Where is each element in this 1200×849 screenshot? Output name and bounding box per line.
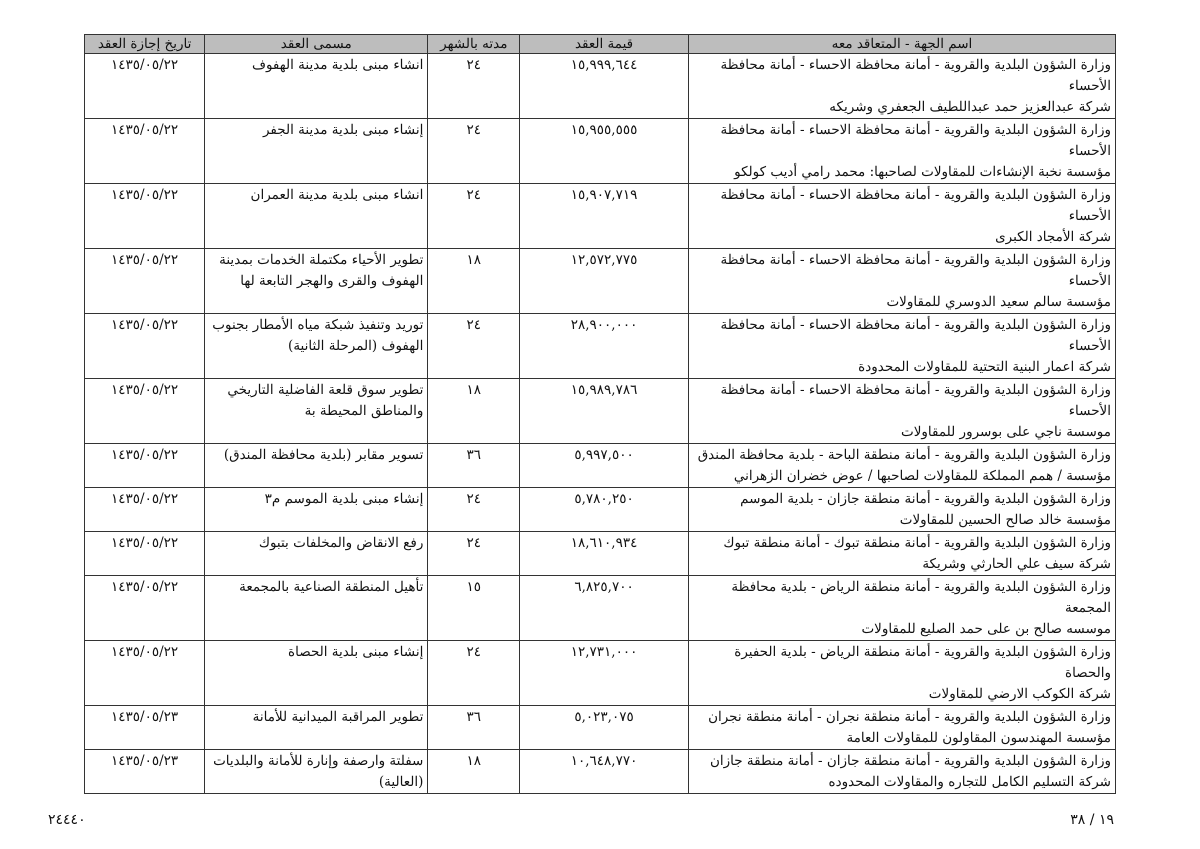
contract-duration: ٣٦ bbox=[428, 706, 520, 750]
contractor-name: مؤسسة المهندسون المقاولون للمقاولات العامة bbox=[846, 730, 1111, 746]
contract-duration: ٢٤ bbox=[428, 54, 520, 119]
contractor-name: شركة التسليم الكامل للتجاره والمقاولات المحدوده bbox=[828, 774, 1111, 790]
table-row bbox=[85, 184, 1116, 249]
contract-name: إنشاء مبنى بلدية الموسم م٣ bbox=[205, 488, 428, 532]
header-contract-name: مسمى العقد bbox=[205, 35, 428, 54]
contract-name: سفلتة وارصفة وإنارة للأمانة والبلديات (العالية) bbox=[205, 750, 428, 794]
contract-value: ١٥,٩٥٥,٥٥٥ bbox=[520, 119, 689, 184]
table-row bbox=[85, 444, 1116, 488]
approval-date: ١٤٣٥/٠٥/٢٢ bbox=[85, 532, 205, 576]
contract-value: ١٢,٥٧٢,٧٧٥ bbox=[520, 249, 689, 314]
contract-duration: ١٨ bbox=[428, 249, 520, 314]
contract-duration: ٢٤ bbox=[428, 184, 520, 249]
approval-date: ١٤٣٥/٠٥/٢٢ bbox=[85, 444, 205, 488]
approval-date: ١٤٣٥/٠٥/٢٢ bbox=[85, 314, 205, 379]
party-name: وزارة الشؤون البلدية والقروية - أمانة منطقة تبوك - أمانة منطقة تبوك bbox=[723, 535, 1111, 551]
party-name: وزارة الشؤون البلدية والقروية - أمانة محافظة الاحساء - أمانة محافظة الأحساء bbox=[720, 57, 1111, 94]
contract-value: ٦,٨٢٥,٧٠٠ bbox=[520, 576, 689, 641]
contractor-name: موسسه صالح بن على حمد الصليع للمقاولات bbox=[861, 621, 1111, 637]
table-row bbox=[85, 641, 1116, 706]
contract-name: رفع الانقاض والمخلفات بتبوك bbox=[205, 532, 428, 576]
approval-date: ١٤٣٥/٠٥/٢٢ bbox=[85, 488, 205, 532]
party-cell bbox=[688, 379, 1115, 444]
approval-date: ١٤٣٥/٠٥/٢٢ bbox=[85, 54, 205, 119]
table-row bbox=[85, 249, 1116, 314]
party-cell bbox=[688, 750, 1115, 794]
contract-name: تطوير سوق قلعة الفاضلية التاريخي والمناطق المحيطة بة bbox=[205, 379, 428, 444]
table-row bbox=[85, 119, 1116, 184]
contract-name: تأهيل المنطقة الصناعية بالمجمعة bbox=[205, 576, 428, 641]
contract-value: ١٠,٦٤٨,٧٧٠ bbox=[520, 750, 689, 794]
party-cell bbox=[688, 444, 1115, 488]
table-row bbox=[85, 706, 1116, 750]
party-name: وزارة الشؤون البلدية والقروية - أمانة محافظة الاحساء - أمانة محافظة الأحساء bbox=[720, 187, 1111, 224]
approval-date: ١٤٣٥/٠٥/٢٣ bbox=[85, 750, 205, 794]
party-name: وزارة الشؤون البلدية والقروية - أمانة محافظة الاحساء - أمانة محافظة الأحساء bbox=[720, 382, 1111, 419]
party-cell bbox=[688, 249, 1115, 314]
table-row bbox=[85, 532, 1116, 576]
contractor-name: مؤسسة سالم سعيد الدوسري للمقاولات bbox=[886, 294, 1111, 310]
contract-duration: ١٨ bbox=[428, 750, 520, 794]
contracts-sheet bbox=[84, 34, 1116, 794]
party-name: وزارة الشؤون البلدية والقروية - أمانة منطقة نجران - أمانة منطقة نجران bbox=[708, 709, 1111, 725]
header-value: قيمة العقد bbox=[520, 35, 689, 54]
party-cell bbox=[688, 488, 1115, 532]
party-cell bbox=[688, 576, 1115, 641]
contract-duration: ٢٤ bbox=[428, 532, 520, 576]
contractor-name: مؤسسة خالد صالح الحسين للمقاولات bbox=[899, 512, 1111, 528]
party-name: وزارة الشؤون البلدية والقروية - أمانة محافظة الاحساء - أمانة محافظة الأحساء bbox=[720, 317, 1111, 354]
approval-date: ١٤٣٥/٠٥/٢٢ bbox=[85, 379, 205, 444]
contract-name: تطوير المراقبة الميدانية للأمانة bbox=[205, 706, 428, 750]
approval-date: ١٤٣٥/٠٥/٢٢ bbox=[85, 641, 205, 706]
table-row bbox=[85, 314, 1116, 379]
approval-date: ١٤٣٥/٠٥/٢٢ bbox=[85, 119, 205, 184]
contract-value: ٥,٧٨٠,٢٥٠ bbox=[520, 488, 689, 532]
party-name: وزارة الشؤون البلدية والقروية - أمانة محافظة الاحساء - أمانة محافظة الأحساء bbox=[720, 122, 1111, 159]
contractor-name: شركة الكوكب الارضي للمقاولات bbox=[928, 686, 1111, 702]
contractor-name: شركة الأمجاد الكبرى bbox=[995, 229, 1111, 245]
party-cell bbox=[688, 314, 1115, 379]
table-row bbox=[85, 488, 1116, 532]
contract-name: انشاء مبنى بلدية مدينة العمران bbox=[205, 184, 428, 249]
contract-duration: ٢٤ bbox=[428, 119, 520, 184]
contractor-name: شركة سيف علي الحارثي وشريكة bbox=[922, 556, 1111, 572]
contract-duration: ١٨ bbox=[428, 379, 520, 444]
party-name: وزارة الشؤون البلدية والقروية - أمانة منطقة الرياض - بلدية محافظة المجمعة bbox=[731, 579, 1111, 616]
party-name: وزارة الشؤون البلدية والقروية - أمانة منطقة جازان - بلدية الموسم bbox=[740, 491, 1111, 507]
approval-date: ١٤٣٥/٠٥/٢٣ bbox=[85, 706, 205, 750]
contract-value: ٥,٠٢٣,٠٧٥ bbox=[520, 706, 689, 750]
document-code: ٢٤٤٤٠ bbox=[48, 812, 86, 828]
header-duration: مدته بالشهر bbox=[428, 35, 520, 54]
contract-duration: ٢٤ bbox=[428, 641, 520, 706]
approval-date: ١٤٣٥/٠٥/٢٢ bbox=[85, 576, 205, 641]
contract-duration: ٣٦ bbox=[428, 444, 520, 488]
header-approval-date: تاريخ إجازة العقد bbox=[85, 35, 205, 54]
party-cell bbox=[688, 54, 1115, 119]
contract-value: ٢٨,٩٠٠,٠٠٠ bbox=[520, 314, 689, 379]
contract-name: تطوير الأحياء مكتملة الخدمات بمدينة الهفوف والقرى والهجر التابعة لها bbox=[205, 249, 428, 314]
contractor-name: مؤسسة نخبة الإنشاءات للمقاولات لصاحبها: محمد رامي أديب كولكو bbox=[734, 164, 1111, 180]
table-row bbox=[85, 576, 1116, 641]
party-cell bbox=[688, 641, 1115, 706]
contract-name: انشاء مبنى بلدية مدينة الهفوف bbox=[205, 54, 428, 119]
contractor-name: شركة عبدالعزيز حمد عبداللطيف الجعفري وشريكه bbox=[829, 99, 1111, 115]
contractor-name: موسسة ناجي على بوسرور للمقاولات bbox=[901, 424, 1111, 440]
contract-value: ١٥,٩٨٩,٧٨٦ bbox=[520, 379, 689, 444]
table-row bbox=[85, 750, 1116, 794]
party-name: وزارة الشؤون البلدية والقروية - أمانة منطقة الرياض - بلدية الحفيرة والحصاة bbox=[734, 644, 1111, 681]
contract-name: تسوير مقابر (بلدية محافظة المندق) bbox=[205, 444, 428, 488]
contract-duration: ١٥ bbox=[428, 576, 520, 641]
contract-duration: ٢٤ bbox=[428, 488, 520, 532]
party-name: وزارة الشؤون البلدية والقروية - أمانة منطقة جازان - أمانة منطقة جازان bbox=[709, 753, 1111, 769]
table-row bbox=[85, 379, 1116, 444]
contract-value: ١٥,٩٩٩,٦٤٤ bbox=[520, 54, 689, 119]
party-cell bbox=[688, 706, 1115, 750]
approval-date: ١٤٣٥/٠٥/٢٢ bbox=[85, 249, 205, 314]
party-cell bbox=[688, 532, 1115, 576]
contract-name: إنشاء مبنى بلدية الحصاة bbox=[205, 641, 428, 706]
page-number: ١٩ / ٣٨ bbox=[1070, 812, 1114, 828]
party-name: وزارة الشؤون البلدية والقروية - أمانة منطقة الباحة - بلدية محافظة المندق bbox=[697, 447, 1111, 463]
contract-value: ٥,٩٩٧,٥٠٠ bbox=[520, 444, 689, 488]
contracts-table bbox=[84, 34, 1116, 794]
contract-name: إنشاء مبنى بلدية مدينة الجفر bbox=[205, 119, 428, 184]
contract-value: ١٨,٦١٠,٩٣٤ bbox=[520, 532, 689, 576]
party-name: وزارة الشؤون البلدية والقروية - أمانة محافظة الاحساء - أمانة محافظة الأحساء bbox=[720, 252, 1111, 289]
header-party: اسم الجهة - المتعاقد معه bbox=[688, 35, 1115, 54]
contractor-name: شركة اعمار البنية التحتية للمقاولات المحدودة bbox=[858, 359, 1111, 375]
contract-name: توريد وتنفيذ شبكة مياه الأمطار بجنوب الهفوف (المرحلة الثانية) bbox=[205, 314, 428, 379]
contract-value: ١٢,٧٣١,٠٠٠ bbox=[520, 641, 689, 706]
contract-value: ١٥,٩٠٧,٧١٩ bbox=[520, 184, 689, 249]
table-header-row bbox=[85, 35, 1116, 54]
party-cell bbox=[688, 119, 1115, 184]
party-cell bbox=[688, 184, 1115, 249]
table-row bbox=[85, 54, 1116, 119]
contractor-name: مؤسسة / همم المملكة للمقاولات لصاحبها / عوض خضران الزهراني bbox=[733, 468, 1111, 484]
contract-duration: ٢٤ bbox=[428, 314, 520, 379]
approval-date: ١٤٣٥/٠٥/٢٢ bbox=[85, 184, 205, 249]
